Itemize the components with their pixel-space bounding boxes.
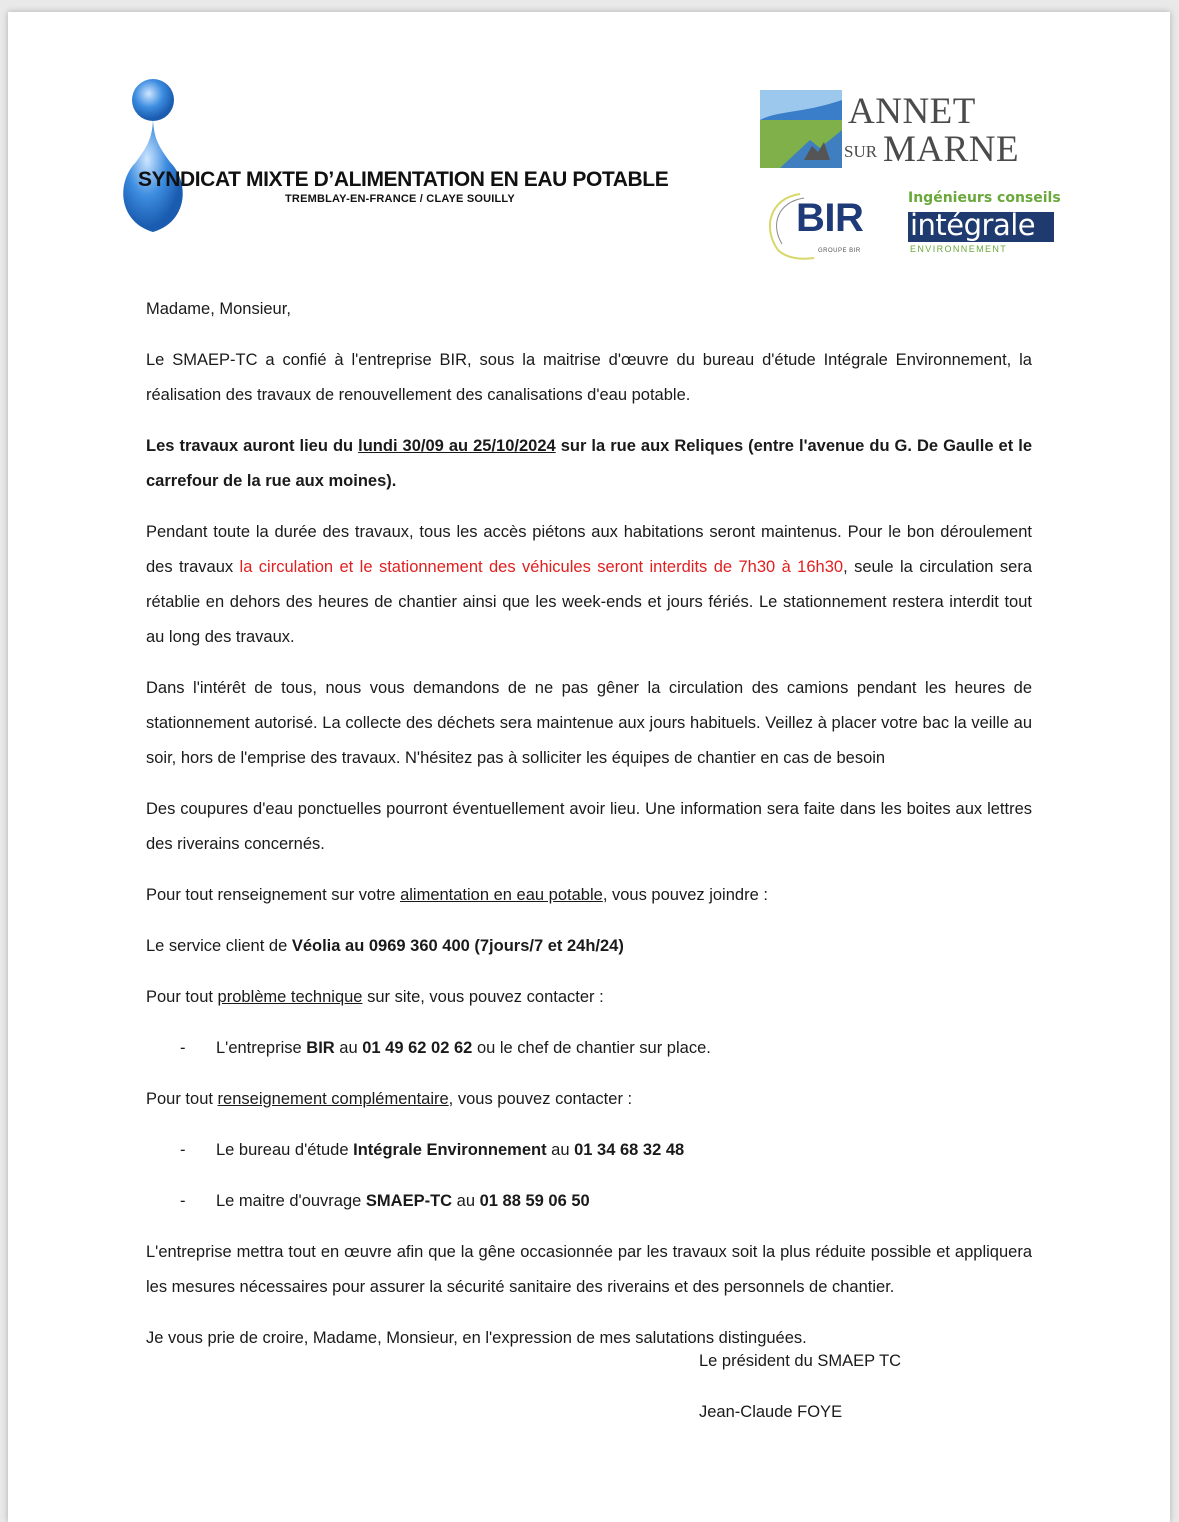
b2-text-a: Le bureau d'étude [216, 1141, 354, 1159]
bullet-dash: - [180, 1141, 186, 1159]
p8-topic: problème technique [217, 988, 363, 1006]
org-subtitle: TREMBLAY-EN-FRANCE / CLAYE SOUILLY [285, 193, 515, 205]
p6-text-c: , vous pouvez joindre : [602, 886, 768, 904]
b2-phone: 01 34 68 32 48 [574, 1141, 685, 1159]
signature-name: Jean-Claude FOYE [699, 1403, 843, 1421]
salutation: Madame, Monsieur, [146, 300, 291, 318]
integrale-word: intégrale [910, 208, 1036, 242]
paragraph-9 [146, 1082, 1032, 1117]
b1-text-c: au [334, 1039, 363, 1057]
paragraph-5: Des coupures d'eau ponctuelles pourront éventuellement avoir lieu. Une information sera faite dans les boites aux lettres des riverains concernés. [146, 800, 1032, 853]
smaep-logo [108, 70, 668, 240]
paragraph-7 [146, 929, 1032, 964]
paragraph-10: L'entreprise mettra tout en œuvre afin que la gêne occasionnée par les travaux soit la plus réduite possible et appliquera les mesures nécessaires pour assurer la sécurité sanitaire des riverains et des personnels de chantier. [146, 1243, 1032, 1296]
bullet-integrale [146, 1133, 1032, 1168]
annet-sur-marne-logo [760, 90, 1060, 180]
ingenieurs-word: Ingénieurs conseils [908, 190, 1061, 206]
p2-text-c: sur la rue aux Reliques (entre l'avenue du G. De Gaulle et le carrefour de la rue aux moines). [146, 437, 1032, 490]
b3-phone: 01 88 59 06 50 [479, 1192, 590, 1210]
letter-body [146, 292, 1032, 1372]
paragraph-6 [146, 878, 1032, 913]
integrale-logo [900, 190, 1060, 265]
b1-text-e: ou le chef de chantier sur place. [472, 1039, 711, 1057]
p2-dates: lundi 30/09 au 25/10/2024 [358, 437, 556, 455]
signature-title: Le président du SMAEP TC [699, 1352, 902, 1370]
annet-word: ANNET [848, 91, 976, 132]
p9-topic: renseignement complémentaire [217, 1090, 449, 1108]
veolia-contact: Véolia au 0969 360 400 (7jours/7 et 24h/24) [291, 937, 624, 955]
bir-logo [760, 188, 880, 263]
bir-word: BIR [796, 196, 864, 240]
p6-text-a: Pour tout renseignement sur votre [146, 886, 401, 904]
bullet-dash: - [180, 1039, 186, 1057]
b3-text-a: Le maitre d'ouvrage [216, 1192, 366, 1210]
p6-topic: alimentation en eau potable [400, 886, 603, 904]
p8-text-a: Pour tout [146, 988, 218, 1006]
paragraph-4: Dans l'intérêt de tous, nous vous demandons de ne pas gêner la circulation des camions pendant les heures de stationnement autorisé. La collecte des déchets sera maintenue aux jours habituels. Veillez à placer votre bac la veille au soir, hors de l'emprise des travaux. N'hésitez pas à solliciter les équipes de chantier en cas de besoin [146, 679, 1032, 767]
bullet-smaep [146, 1184, 1032, 1219]
p8-text-c: sur site, vous pouvez contacter : [362, 988, 604, 1006]
paragraph-2 [146, 429, 1032, 499]
b3-text-c: au [452, 1192, 480, 1210]
bir-subtitle: GROUPE BIR [818, 248, 861, 254]
b2-text-c: au [546, 1141, 575, 1159]
environnement-word: ENVIRONNEMENT [910, 244, 1008, 254]
marne-word: MARNE [883, 129, 1020, 170]
p2-text-a: Les travaux auront lieu du [146, 437, 359, 455]
paragraph-11: Je vous prie de croire, Madame, Monsieur, en l'expression de mes salutations distinguées. [146, 1329, 807, 1347]
org-name: SYNDICAT MIXTE D’ALIMENTATION EN EAU POTABLE [138, 168, 669, 191]
b2-company: Intégrale Environnement [353, 1141, 547, 1159]
landscape-icon [760, 90, 842, 168]
letter-page [8, 12, 1170, 1522]
b1-text-a: L'entreprise [216, 1039, 307, 1057]
sur-word: SUR [844, 142, 878, 161]
b3-company: SMAEP-TC [365, 1192, 453, 1210]
bullet-bir [146, 1031, 1032, 1066]
b1-company: BIR [306, 1039, 335, 1057]
p9-text-c: , vous pouvez contacter : [448, 1090, 633, 1108]
paragraph-3 [146, 515, 1032, 655]
p3-warning: la circulation et le stationnement des véhicules seront interdits de 7h30 à 16h30 [239, 558, 844, 576]
p7-text-a: Le service client de [146, 937, 292, 955]
p3-text-a: Pendant toute la durée des travaux, tous les accès piétons aux habitations seront maintenus. Pour le bon déroulement des travaux [146, 523, 1032, 576]
paragraph-8 [146, 980, 1032, 1015]
bullet-dash: - [180, 1192, 186, 1210]
water-drop-icon [108, 70, 208, 240]
b1-phone: 01 49 62 02 62 [362, 1039, 473, 1057]
p3-text-c: , seule la circulation sera rétablie en dehors des heures de chantier ainsi que les week-ends et jours fériés. Le stationnement restera interdit tout au long des travaux. [146, 558, 1032, 646]
p9-text-a: Pour tout [146, 1090, 218, 1108]
paragraph-1: Le SMAEP-TC a confié à l'entreprise BIR, sous la maitrise d'œuvre du bureau d'étude Intégrale Environnement, la réalisation des travaux de renouvellement des canalisations d'eau potable. [146, 351, 1032, 404]
